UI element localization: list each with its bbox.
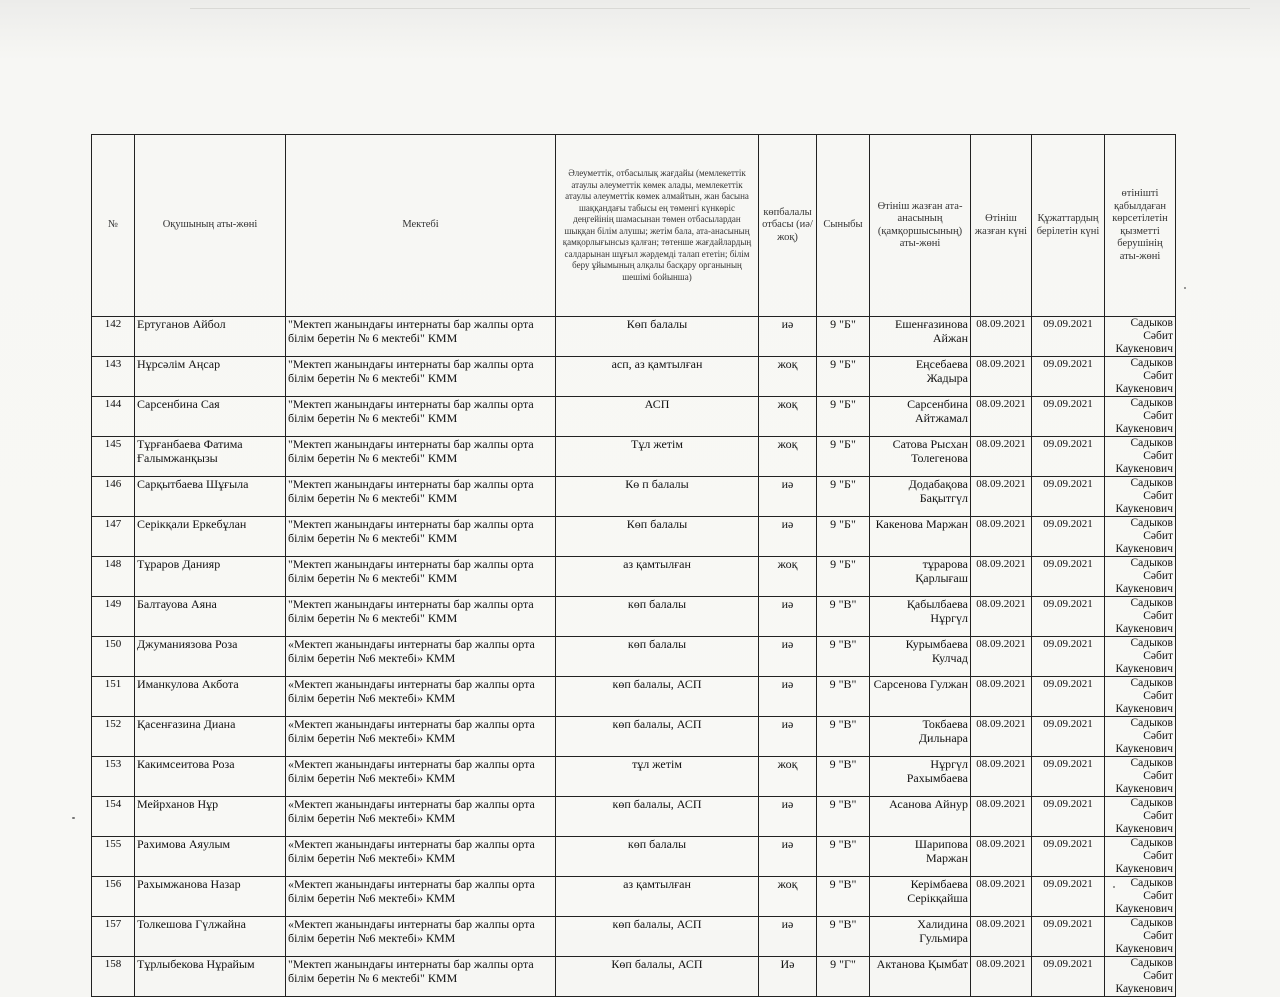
- cell-doc-date: 09.09.2021: [1032, 757, 1105, 797]
- cell-num: 155: [92, 837, 135, 877]
- table-row: [92, 357, 1176, 397]
- cell-grade: 9 "Б": [817, 557, 870, 597]
- cell-status: тұл жетім: [556, 757, 759, 797]
- cell-many-children: иә: [759, 637, 817, 677]
- cell-app-date: 08.09.2021: [971, 517, 1032, 557]
- cell-app-date: 08.09.2021: [971, 957, 1032, 997]
- table-row: [92, 917, 1176, 957]
- cell-num: 143: [92, 357, 135, 397]
- cell-many-children: жоқ: [759, 877, 817, 917]
- cell-receiver: Садыков Сәбит Каукенович: [1105, 837, 1176, 877]
- cell-app-date: 08.09.2021: [971, 717, 1032, 757]
- cell-status: көп балалы, АСП: [556, 677, 759, 717]
- cell-parent: Ешенғазинова Айжан: [870, 317, 971, 357]
- cell-doc-date: 09.09.2021: [1032, 397, 1105, 437]
- cell-receiver: Садыков Сәбит Каукенович: [1105, 957, 1176, 997]
- cell-many-children: иә: [759, 517, 817, 557]
- cell-num: 142: [92, 317, 135, 357]
- header-school: Мектебі: [286, 135, 556, 317]
- cell-school: "Мектеп жанындағы интернаты бар жалпы орта білім беретін № 6 мектебі" КММ: [286, 397, 556, 437]
- cell-student: Какимсеитова Роза: [135, 757, 286, 797]
- cell-grade: 9 "В": [817, 917, 870, 957]
- table-row: [92, 757, 1176, 797]
- cell-parent: Еңсебаева Жадыра: [870, 357, 971, 397]
- cell-student: Балтауова Аяна: [135, 597, 286, 637]
- cell-many-children: жоқ: [759, 397, 817, 437]
- cell-app-date: 08.09.2021: [971, 597, 1032, 637]
- cell-parent: Курымбаева Кулчад: [870, 637, 971, 677]
- cell-status: АСП: [556, 397, 759, 437]
- scan-speck: [1184, 287, 1186, 289]
- header-status: Әлеуметтік, отбасылық жағдайы (мемлекеттік атаулы әлеуметтік көмек алады, мемлекеттік атаулы әлеуметтік көмек алмайтын, жан басына шаққандағы табысы ең төменгі күнкөріс деңгейінің шамасынан төмен отбасылардан шыққан білім алушы; жетім бала, ата-анасының қамқорлығынсыз қалған; төтенше жағдайлардың салдарынан шұғыл жәрдемді талап ететін; білім беру ұйымының алқалы басқару органының шешімі бойынша): [556, 135, 759, 317]
- cell-grade: 9 "В": [817, 597, 870, 637]
- cell-num: 156: [92, 877, 135, 917]
- cell-student: Джуманиязова Роза: [135, 637, 286, 677]
- cell-status: аз қамтылған: [556, 877, 759, 917]
- cell-status: Көп балалы: [556, 317, 759, 357]
- cell-many-children: иә: [759, 717, 817, 757]
- cell-receiver: Садыков Сәбит Каукенович: [1105, 517, 1176, 557]
- cell-student: Серікқали Еркебұлан: [135, 517, 286, 557]
- cell-status: көп балалы, АСП: [556, 917, 759, 957]
- scan-speck: [72, 817, 75, 819]
- cell-receiver: Садыков Сәбит Каукенович: [1105, 677, 1176, 717]
- cell-school: "Мектеп жанындағы интернаты бар жалпы орта білім беретін № 6 мектебі" КММ: [286, 557, 556, 597]
- cell-grade: 9 "Б": [817, 357, 870, 397]
- cell-doc-date: 09.09.2021: [1032, 957, 1105, 997]
- cell-school: "Мектеп жанындағы интернаты бар жалпы орта білім беретін № 6 мектебі" КММ: [286, 317, 556, 357]
- cell-receiver: Садыков Сәбит Каукенович: [1105, 757, 1176, 797]
- cell-many-children: иә: [759, 797, 817, 837]
- header-parent: Өтініш жазған ата-анасының (қамқоршысының) аты-жөні: [870, 135, 971, 317]
- cell-doc-date: 09.09.2021: [1032, 677, 1105, 717]
- cell-grade: 9 "Б": [817, 477, 870, 517]
- table-row: [92, 957, 1176, 997]
- cell-many-children: жоқ: [759, 557, 817, 597]
- cell-receiver: Садыков Сәбит Каукенович: [1105, 877, 1176, 917]
- cell-status: көп балалы: [556, 637, 759, 677]
- cell-doc-date: 09.09.2021: [1032, 797, 1105, 837]
- cell-grade: 9 "Г": [817, 957, 870, 997]
- cell-num: 158: [92, 957, 135, 997]
- cell-grade: 9 "В": [817, 797, 870, 837]
- cell-grade: 9 "В": [817, 757, 870, 797]
- cell-app-date: 08.09.2021: [971, 557, 1032, 597]
- cell-school: «Мектеп жанындағы интернаты бар жалпы орта білім беретін №6 мектебі» КММ: [286, 757, 556, 797]
- cell-parent: Сарсенбина Айтжамал: [870, 397, 971, 437]
- table-row: [92, 397, 1176, 437]
- cell-app-date: 08.09.2021: [971, 837, 1032, 877]
- cell-grade: 9 "Б": [817, 317, 870, 357]
- cell-grade: 9 "Б": [817, 437, 870, 477]
- cell-status: Кө п балалы: [556, 477, 759, 517]
- cell-status: асп, аз қамтылған: [556, 357, 759, 397]
- cell-status: көп балалы: [556, 597, 759, 637]
- header-student: Оқушының аты-жөні: [135, 135, 286, 317]
- table-row: [92, 597, 1176, 637]
- cell-doc-date: 09.09.2021: [1032, 877, 1105, 917]
- header-row: [92, 135, 1176, 317]
- cell-num: 149: [92, 597, 135, 637]
- table-row: [92, 877, 1176, 917]
- cell-student: Тұраров Данияр: [135, 557, 286, 597]
- cell-receiver: Садыков Сәбит Каукенович: [1105, 477, 1176, 517]
- header-app-date: Өтініш жазған күні: [971, 135, 1032, 317]
- cell-parent: Нұргүл Рахымбаева: [870, 757, 971, 797]
- cell-doc-date: 09.09.2021: [1032, 557, 1105, 597]
- cell-parent: Халидина Гульмира: [870, 917, 971, 957]
- cell-num: 146: [92, 477, 135, 517]
- cell-app-date: 08.09.2021: [971, 757, 1032, 797]
- cell-num: 157: [92, 917, 135, 957]
- cell-school: «Мектеп жанындағы интернаты бар жалпы орта білім беретін №6 мектебі» КММ: [286, 917, 556, 957]
- cell-parent: Қабылбаева Нұргүл: [870, 597, 971, 637]
- cell-num: 152: [92, 717, 135, 757]
- cell-receiver: Садыков Сәбит Каукенович: [1105, 557, 1176, 597]
- cell-doc-date: 09.09.2021: [1032, 357, 1105, 397]
- cell-many-children: Иә: [759, 957, 817, 997]
- cell-doc-date: 09.09.2021: [1032, 917, 1105, 957]
- cell-app-date: 08.09.2021: [971, 437, 1032, 477]
- cell-num: 148: [92, 557, 135, 597]
- cell-many-children: жоқ: [759, 437, 817, 477]
- cell-status: көп балалы, АСП: [556, 717, 759, 757]
- cell-student: Тұрлыбекова Нұрайым: [135, 957, 286, 997]
- cell-grade: 9 "В": [817, 677, 870, 717]
- cell-student: Толкешова Гүлжайна: [135, 917, 286, 957]
- students-table: [91, 134, 1176, 997]
- cell-parent: Додабақова Бақытгүл: [870, 477, 971, 517]
- cell-num: 154: [92, 797, 135, 837]
- cell-grade: 9 "В": [817, 877, 870, 917]
- cell-receiver: Садыков Сәбит Каукенович: [1105, 317, 1176, 357]
- cell-many-children: жоқ: [759, 757, 817, 797]
- cell-student: Қасенғазина Диана: [135, 717, 286, 757]
- cell-num: 144: [92, 397, 135, 437]
- cell-doc-date: 09.09.2021: [1032, 637, 1105, 677]
- header-grade: Сыныбы: [817, 135, 870, 317]
- cell-school: "Мектеп жанындағы интернаты бар жалпы орта білім беретін № 6 мектебі" КММ: [286, 517, 556, 557]
- cell-doc-date: 09.09.2021: [1032, 517, 1105, 557]
- cell-parent: Токбаева Дильнара: [870, 717, 971, 757]
- cell-num: 150: [92, 637, 135, 677]
- cell-many-children: иә: [759, 317, 817, 357]
- table-row: [92, 317, 1176, 357]
- table-row: [92, 677, 1176, 717]
- cell-num: 153: [92, 757, 135, 797]
- cell-doc-date: 09.09.2021: [1032, 597, 1105, 637]
- table-row: [92, 437, 1176, 477]
- table-row: [92, 797, 1176, 837]
- cell-student: Рахымжанова Назар: [135, 877, 286, 917]
- table-row: [92, 637, 1176, 677]
- cell-school: «Мектеп жанындағы интернаты бар жалпы орта білім беретін №6 мектебі» КММ: [286, 797, 556, 837]
- cell-receiver: Садыков Сәбит Каукенович: [1105, 597, 1176, 637]
- cell-status: көп балалы: [556, 837, 759, 877]
- table-row: [92, 557, 1176, 597]
- cell-status: Көп балалы: [556, 517, 759, 557]
- cell-app-date: 08.09.2021: [971, 397, 1032, 437]
- cell-receiver: Садыков Сәбит Каукенович: [1105, 637, 1176, 677]
- cell-doc-date: 09.09.2021: [1032, 317, 1105, 357]
- cell-grade: 9 "В": [817, 717, 870, 757]
- cell-student: Ертуганов Айбол: [135, 317, 286, 357]
- cell-app-date: 08.09.2021: [971, 477, 1032, 517]
- page-top-edge: [190, 8, 1250, 15]
- cell-school: "Мектеп жанындағы интернаты бар жалпы орта білім беретін № 6 мектебі" КММ: [286, 437, 556, 477]
- header-receiver: өтінішті қабылдаған көрсетілетін қызметті берушінің аты-жөні: [1105, 135, 1176, 317]
- cell-parent: Асанова Айнур: [870, 797, 971, 837]
- cell-student: Сарқытбаева Шұғыла: [135, 477, 286, 517]
- cell-status: Көп балалы, АСП: [556, 957, 759, 997]
- cell-app-date: 08.09.2021: [971, 917, 1032, 957]
- cell-grade: 9 "Б": [817, 397, 870, 437]
- header-doc-date: Құжаттардың берілетін күні: [1032, 135, 1105, 317]
- cell-num: 147: [92, 517, 135, 557]
- cell-num: 145: [92, 437, 135, 477]
- cell-app-date: 08.09.2021: [971, 317, 1032, 357]
- cell-student: Рахимова Аяулым: [135, 837, 286, 877]
- cell-app-date: 08.09.2021: [971, 877, 1032, 917]
- cell-student: Тұрғанбаева Фатима Ғалымжанқызы: [135, 437, 286, 477]
- cell-parent: Керімбаева Серікқайша: [870, 877, 971, 917]
- cell-num: 151: [92, 677, 135, 717]
- cell-student: Сарсенбина Сая: [135, 397, 286, 437]
- cell-receiver: Садыков Сәбит Каукенович: [1105, 357, 1176, 397]
- header-num: №: [92, 135, 135, 317]
- cell-receiver: Садыков Сәбит Каукенович: [1105, 917, 1176, 957]
- cell-many-children: иә: [759, 837, 817, 877]
- cell-many-children: иә: [759, 477, 817, 517]
- table-row: [92, 517, 1176, 557]
- cell-parent: Актанова Қымбат: [870, 957, 971, 997]
- cell-school: "Мектеп жанындағы интернаты бар жалпы орта білім беретін № 6 мектебі" КММ: [286, 597, 556, 637]
- cell-school: «Мектеп жанындағы интернаты бар жалпы орта білім беретін №6 мектебі» КММ: [286, 677, 556, 717]
- table-row: [92, 477, 1176, 517]
- cell-receiver: Садыков Сәбит Каукенович: [1105, 797, 1176, 837]
- cell-doc-date: 09.09.2021: [1032, 477, 1105, 517]
- cell-status: көп балалы, АСП: [556, 797, 759, 837]
- cell-doc-date: 09.09.2021: [1032, 437, 1105, 477]
- table-row: [92, 837, 1176, 877]
- cell-school: «Мектеп жанындағы интернаты бар жалпы орта білім беретін №6 мектебі» КММ: [286, 877, 556, 917]
- cell-app-date: 08.09.2021: [971, 677, 1032, 717]
- cell-school: "Мектеп жанындағы интернаты бар жалпы орта білім беретін № 6 мектебі" КММ: [286, 357, 556, 397]
- table-row: [92, 717, 1176, 757]
- cell-school: «Мектеп жанындағы интернаты бар жалпы орта білім беретін №6 мектебі» КММ: [286, 837, 556, 877]
- cell-app-date: 08.09.2021: [971, 637, 1032, 677]
- cell-receiver: Садыков Сәбит Каукенович: [1105, 717, 1176, 757]
- cell-doc-date: 09.09.2021: [1032, 717, 1105, 757]
- cell-parent: тұрарова Қарлығаш: [870, 557, 971, 597]
- cell-app-date: 08.09.2021: [971, 357, 1032, 397]
- cell-many-children: иә: [759, 677, 817, 717]
- cell-student: Нұрсәлім Аңсар: [135, 357, 286, 397]
- cell-parent: Шарипова Маржан: [870, 837, 971, 877]
- cell-many-children: жоқ: [759, 357, 817, 397]
- cell-receiver: Садыков Сәбит Каукенович: [1105, 437, 1176, 477]
- cell-parent: Сарсенова Гулжан: [870, 677, 971, 717]
- cell-doc-date: 09.09.2021: [1032, 837, 1105, 877]
- cell-school: «Мектеп жанындағы интернаты бар жалпы орта білім беретін №6 мектебі» КММ: [286, 637, 556, 677]
- cell-grade: 9 "Б": [817, 517, 870, 557]
- cell-student: Иманкулова Акбота: [135, 677, 286, 717]
- cell-school: "Мектеп жанындағы интернаты бар жалпы орта білім беретін № 6 мектебі" КММ: [286, 957, 556, 997]
- cell-status: Тұл жетім: [556, 437, 759, 477]
- cell-school: "Мектеп жанындағы интернаты бар жалпы орта білім беретін № 6 мектебі" КММ: [286, 477, 556, 517]
- cell-receiver: Садыков Сәбит Каукенович: [1105, 397, 1176, 437]
- cell-status: аз қамтылған: [556, 557, 759, 597]
- cell-many-children: иә: [759, 917, 817, 957]
- cell-parent: Сатова Рысхан Толегенова: [870, 437, 971, 477]
- cell-grade: 9 "В": [817, 637, 870, 677]
- cell-school: «Мектеп жанындағы интернаты бар жалпы орта білім беретін №6 мектебі» КММ: [286, 717, 556, 757]
- cell-many-children: иә: [759, 597, 817, 637]
- cell-grade: 9 "В": [817, 837, 870, 877]
- cell-parent: Какенова Маржан: [870, 517, 971, 557]
- cell-app-date: 08.09.2021: [971, 797, 1032, 837]
- header-many-children: көпбалалы отбасы (иә/жоқ): [759, 135, 817, 317]
- cell-student: Мейрханов Нұр: [135, 797, 286, 837]
